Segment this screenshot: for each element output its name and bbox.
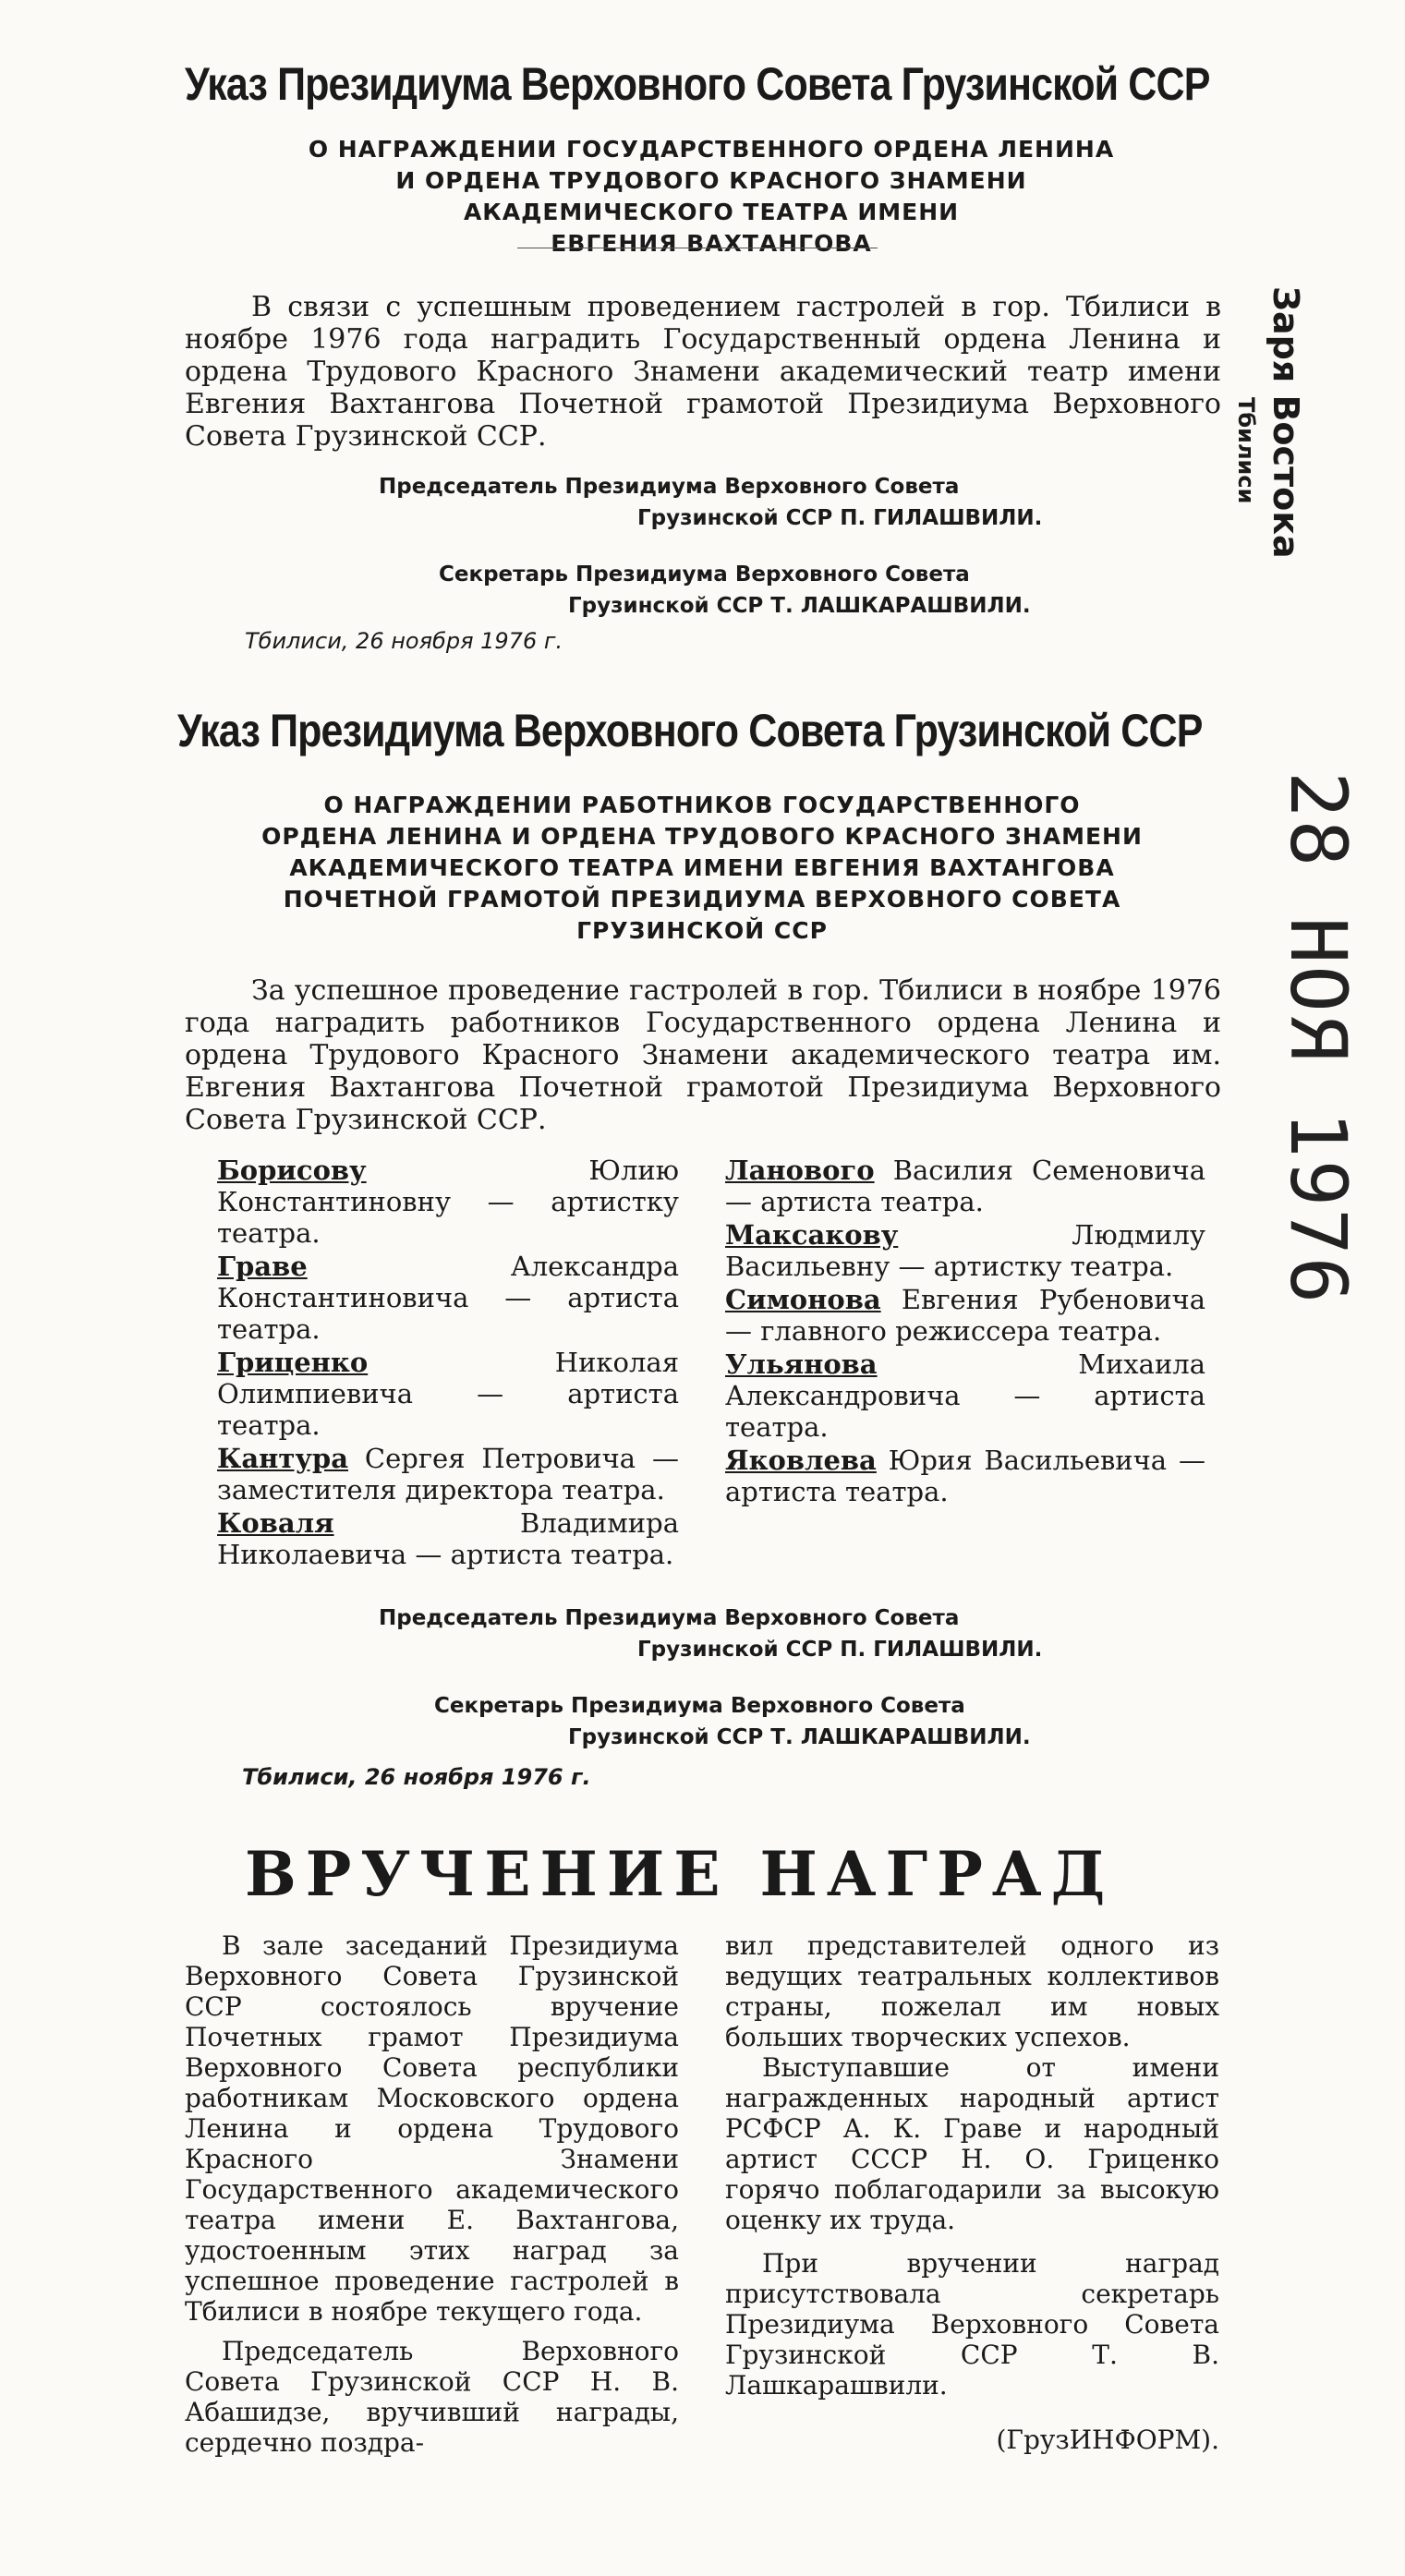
decree1-secretary-line: Грузинской ССР Т. ЛАШКАРАШВИЛИ. — [568, 594, 1031, 618]
awardee-name: Ульянова — [725, 1348, 878, 1380]
decree2-subtitle-line: О НАГРАЖДЕНИИ РАБОТНИКОВ ГОСУДАРСТВЕННОГО — [323, 792, 1081, 818]
date-stamp: 28 НОЯ 1976 — [1273, 771, 1363, 1306]
article-title: ВРУЧЕНИЕ НАГРАД — [245, 1838, 1115, 1910]
decree1-subtitle-line: АКАДЕМИЧЕСКОГО ТЕАТРА ИМЕНИ — [463, 199, 960, 225]
decree2-subtitle-line: ПОЧЕТНОЙ ГРАМОТОЙ ПРЕЗИДИУМА ВЕРХОВНОГО СОВЕТА — [283, 886, 1121, 913]
decree1-secretary-line: Секретарь Президиума Верховного Совета — [439, 562, 970, 587]
awardee-entry — [217, 1251, 679, 1345]
awardee-entry — [725, 1284, 1205, 1347]
decree2-date: Тбилиси, 26 ноября 1976 г. — [242, 1764, 591, 1790]
decree2-subtitle-line: АКАДЕМИЧЕСКОГО ТЕАТРА ИМЕНИ ЕВГЕНИЯ ВАХТАНГОВА — [289, 854, 1115, 881]
decree1-subtitle-line: ЕВГЕНИЯ ВАХТАНГОВА — [551, 230, 872, 257]
decree1-subtitle-line: И ОРДЕНА ТРУДОВОГО КРАСНОГО ЗНАМЕНИ — [395, 167, 1027, 194]
decree2-body: За успешное проведение гастролей в гор. Тбилиси в ноябре 1976 года наградить работников Государственного ордена Ленина и ордена Трудового Красного Знамени академического театра им. Евгения Вахтангова Почетной грамотой Президиума Верховного Совета Грузинской ССР. — [185, 974, 1221, 1136]
awardee-detail: Юрия Васильевича — артиста театра. — [725, 1445, 1205, 1507]
awardee-entry — [217, 1443, 679, 1506]
awardee-entry — [217, 1347, 679, 1441]
awardee-detail: Николая Олимпиевича — артиста театра. — [217, 1347, 679, 1441]
awardee-name: Гриценко — [217, 1347, 369, 1378]
awardee-name: Граве — [217, 1251, 308, 1282]
article-paragraph: Председатель Верховного Совета Грузинской ССР Н. В. Абашидзе, вручивший награды, сердечно поздра- — [185, 2336, 679, 2458]
awardee-entry — [725, 1155, 1205, 1217]
decree1-secretary — [439, 559, 1031, 622]
article-paragraph: вил представителей одного из ведущих театральных коллективов страны, пожелал им новых больших творческих успехов. — [725, 1930, 1219, 2052]
decree1-title: Указ Президиума Верховного Совета Грузинской ССР — [185, 58, 1210, 110]
newspaper-name: Заря Востока — [1266, 286, 1306, 559]
awardee-name: Кантура — [217, 1443, 348, 1474]
decree2-secretary-line: Грузинской ССР Т. ЛАШКАРАШВИЛИ. — [568, 1725, 1031, 1749]
article-paragraph: При вручении наград присутствовала секретарь Президиума Верховного Совета Грузинской ССР Т. В. Лашкарашвили. — [725, 2248, 1219, 2401]
awardee-name: Максакову — [725, 1219, 899, 1251]
awardee-entry — [725, 1348, 1205, 1443]
article-paragraph: Выступавшие от имени награжденных народный артист РСФСР А. К. Граве и народный артист СССР Н. О. Гриценко горячо поблагодарили за высокую оценку их труда. — [725, 2052, 1219, 2235]
awardee-detail: Сергея Петровича — заместителя директора театра. — [217, 1443, 679, 1506]
awardee-detail: Александра Константиновича — артиста театра. — [217, 1251, 679, 1345]
awardee-entry — [217, 1507, 679, 1570]
decree1-chairman-line: Грузинской ССР П. ГИЛАШВИЛИ. — [637, 506, 1043, 530]
awardee-detail: Владимира Николаевича — артиста театра. — [217, 1507, 679, 1570]
decree2-subtitle — [185, 790, 1219, 947]
awardee-name: Симонова — [725, 1284, 881, 1315]
awardee-detail: Людмилу Васильевну — артистку театра. — [725, 1219, 1205, 1282]
decree1-subtitle-line: О НАГРАЖДЕНИИ ГОСУДАРСТВЕННОГО ОРДЕНА ЛЕНИНА — [308, 136, 1115, 163]
awardee-detail: Василия Семеновича — артиста театра. — [725, 1155, 1205, 1217]
decree1-chairman-line: Председатель Президиума Верховного Совета — [379, 475, 960, 499]
awardee-detail: Юлию Константиновну — артистку театра. — [217, 1155, 679, 1249]
awardee-name: Ланового — [725, 1155, 875, 1186]
awardees-left-column — [217, 1155, 679, 1572]
decree1-subtitle — [212, 134, 1210, 260]
decree2-title: Указ Президиума Верховного Совета Грузинской ССР — [177, 705, 1203, 756]
awardee-detail: Михаила Александровича — артиста театра. — [725, 1348, 1205, 1443]
awardee-entry — [725, 1445, 1205, 1507]
decree1-date: Тбилиси, 26 ноября 1976 г. — [245, 628, 563, 654]
decree2-chairman-line: Грузинской ССР П. ГИЛАШВИЛИ. — [637, 1638, 1043, 1662]
decree2-subtitle-line: ОРДЕНА ЛЕНИНА И ОРДЕНА ТРУДОВОГО КРАСНОГО ЗНАМЕНИ — [261, 823, 1143, 850]
decree2-chairman — [379, 1602, 1042, 1665]
article-paragraph: В зале заседаний Президиума Верховного Совета Грузинской ССР состоялось вручение Почетных грамот Президиума Верховного Совета республики работникам Московского ордена Ленина и ордена Трудового Красного Знамени Государственного академического театра имени Е. Вахтангова, удостоенным этих наград за успешное проведение гастролей в Тбилиси в ноябре текущего года. — [185, 1930, 679, 2327]
awardee-entry — [217, 1155, 679, 1249]
decree2-secretary — [434, 1690, 1031, 1753]
awardee-entry — [725, 1219, 1205, 1282]
decree1-body: В связи с успешным проведением гастролей в гор. Тбилиси в ноябре 1976 года наградить Государственный ордена Ленина и ордена Трудового Красного Знамени академический театр имени Евгения Вахтангова Почетной грамотой Президиума Верховного Совета Грузинской ССР. — [185, 291, 1221, 453]
article-source: (ГрузИНФОРМ). — [996, 2425, 1219, 2455]
article-right-column — [725, 1930, 1219, 2455]
newspaper-city: Тбилиси — [1233, 397, 1259, 504]
awardee-name: Яковлева — [725, 1445, 877, 1476]
awardee-name: Борисову — [217, 1155, 367, 1186]
awardee-name: Коваля — [217, 1507, 334, 1539]
awardees-right-column — [725, 1155, 1205, 1509]
decree2-subtitle-line: ГРУЗИНСКОЙ ССР — [576, 917, 828, 944]
awardee-detail: Евгения Рубеновича — главного режиссера театра. — [725, 1284, 1205, 1347]
decree2-secretary-line: Секретарь Президиума Верховного Совета — [434, 1694, 965, 1718]
decree2-chairman-line: Председатель Президиума Верховного Совета — [379, 1606, 960, 1630]
decree1-chairman — [379, 471, 1042, 534]
article-left-column — [185, 1930, 679, 2458]
